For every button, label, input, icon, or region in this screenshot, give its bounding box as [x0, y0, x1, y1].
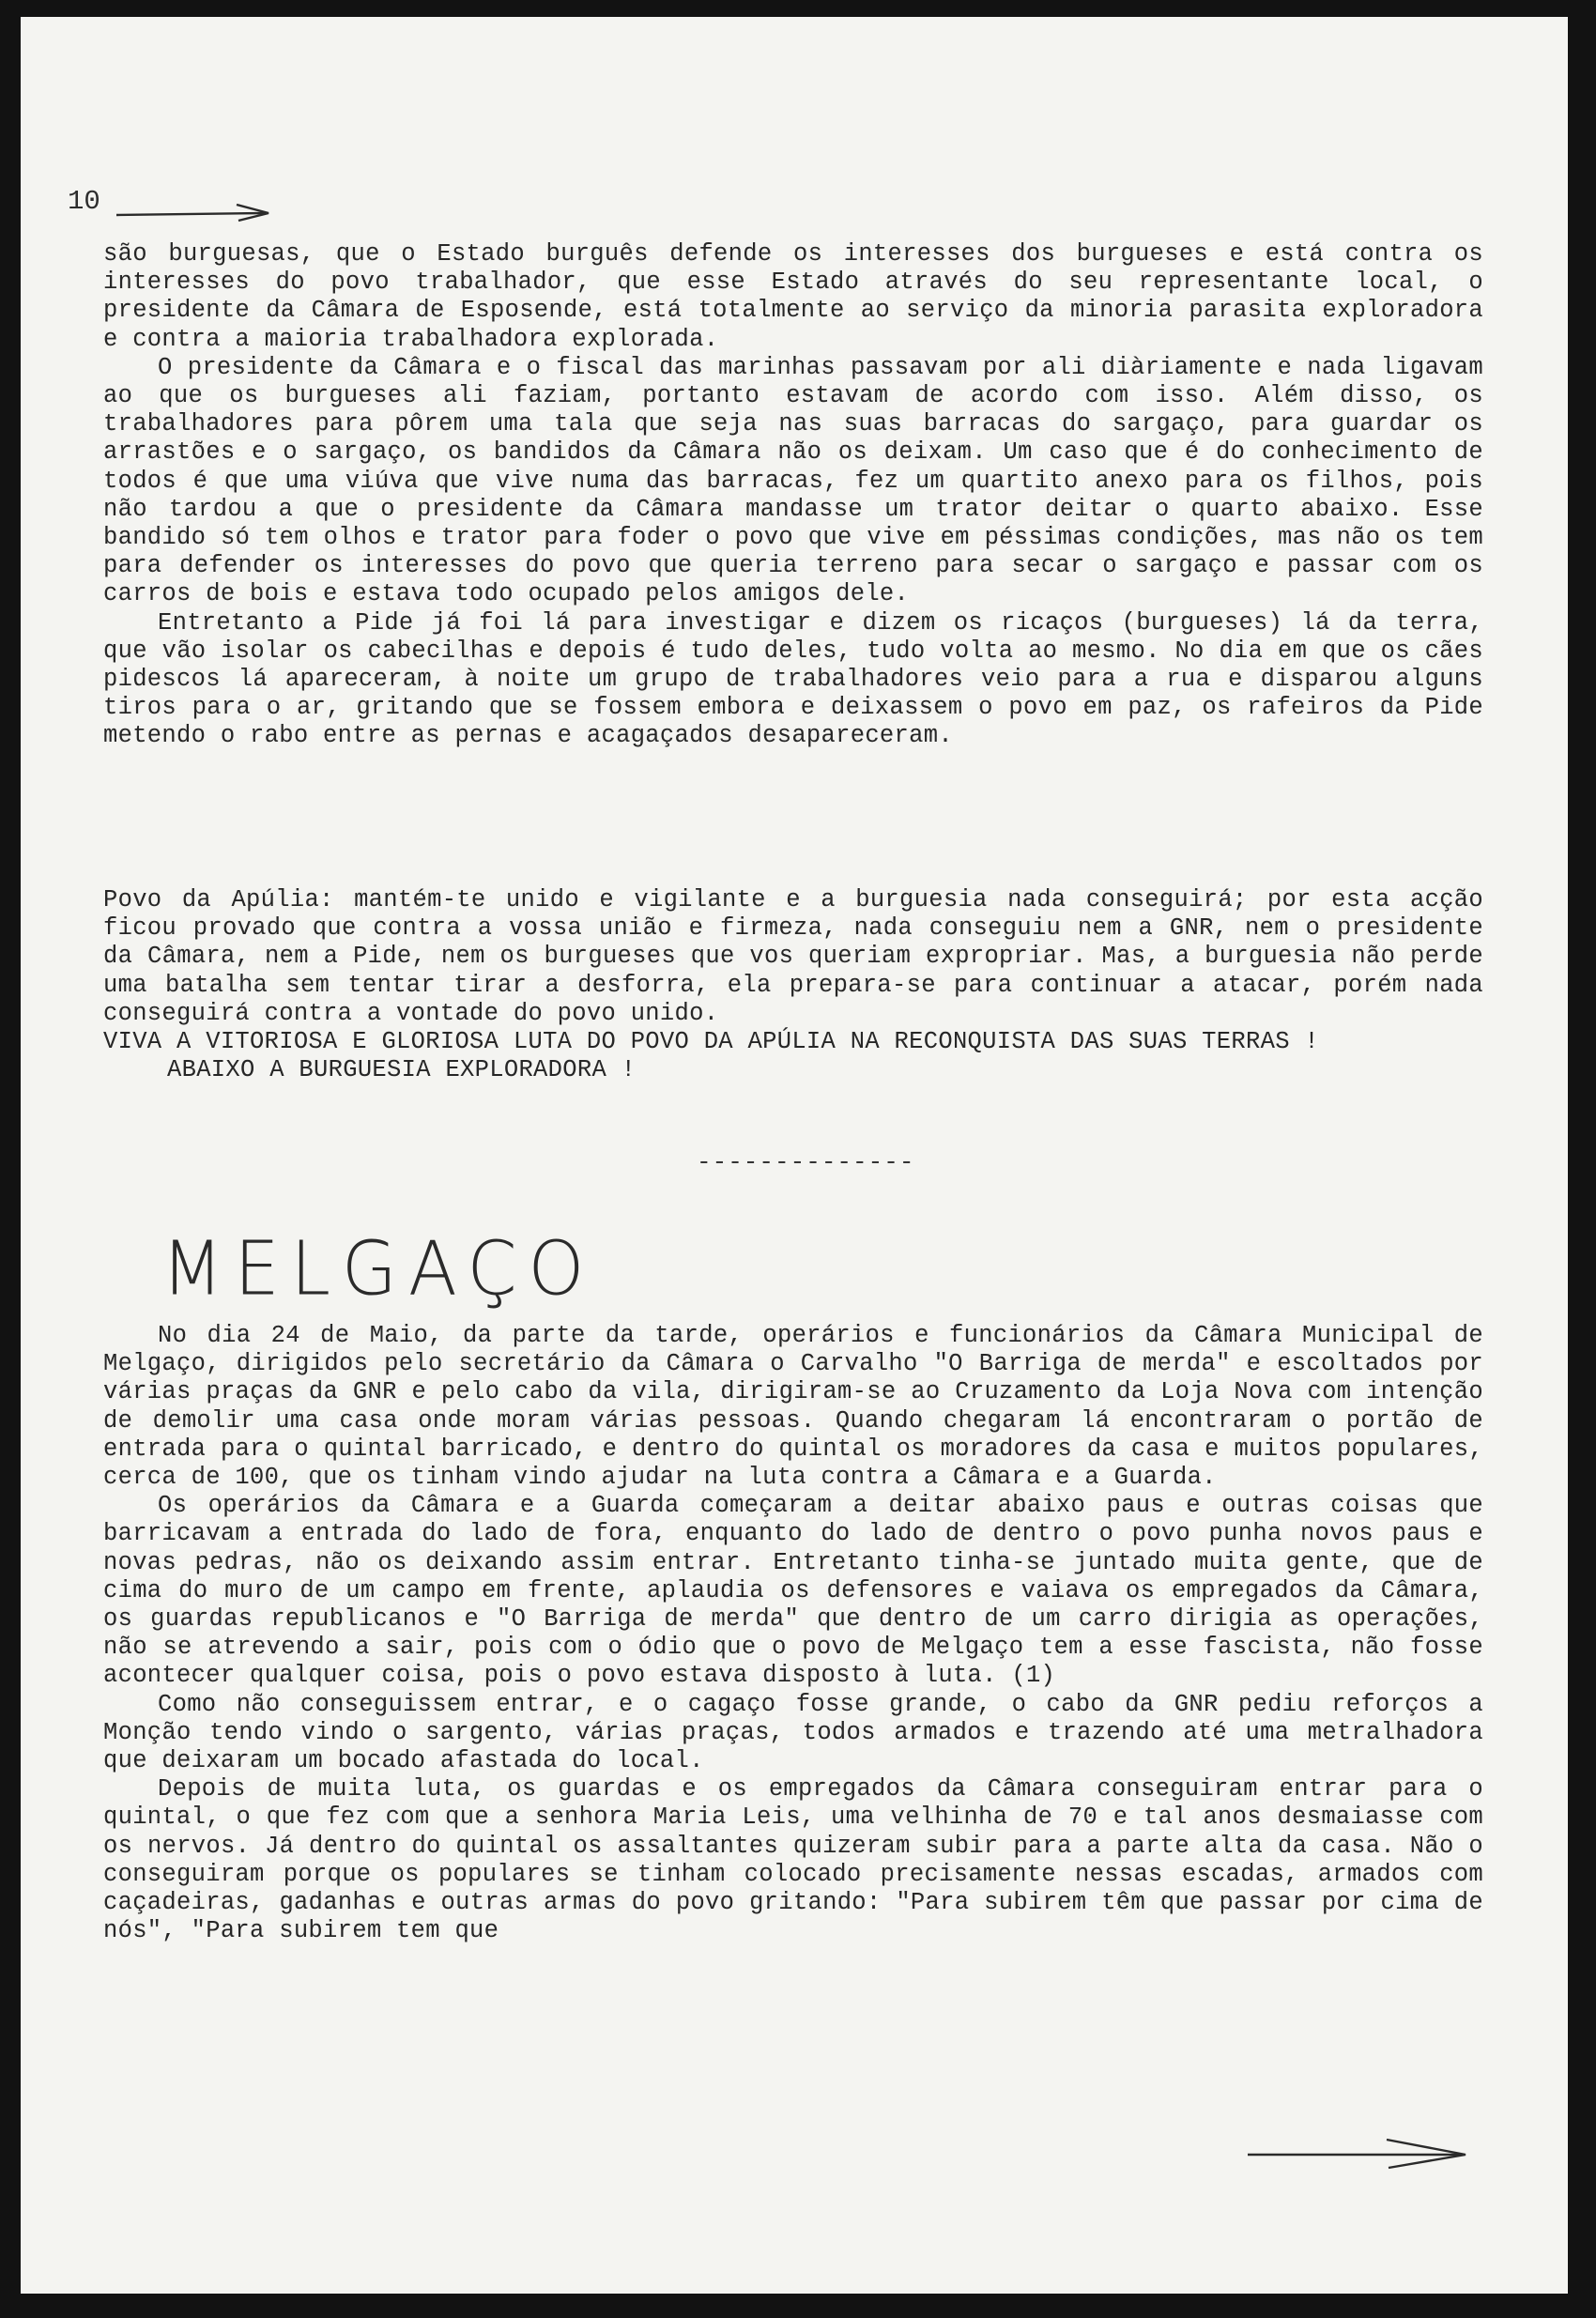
document-page: [21, 17, 1568, 2294]
paragraph: Depois de muita luta, os guardas e os empregados da Câmara conseguiram entrar para o quintal, o que fez com que a senhora Maria Leis, uma velhinha de 70 e tal anos desmaiasse com os nervos. Já dentro do quintal os assaltantes quizeram subir para a parte alta da casa. Não o conseguiram porque os populares se tinham colocado precisamente nessas escadas, armados com caçadeiras, gadanhas e outras armas do povo gritando: "Para subirem têm que passar por cima de nós", "Para subirem tem que: [103, 1775, 1498, 1945]
paragraph: No dia 24 de Maio, da parte da tarde, operários e funcionários da Câmara Municipal de Melgaço, dirigidos pelo secretário da Câmara o Carvalho "O Barriga de merda" e escoltados por várias praças da GNR e pelo cabo da vila, dirigiram-se ao Cruzamento da Loja Nova com intenção de demolir uma casa onde moram várias pessoas. Quando chegaram lá encontraram o portão de entrada para o quintal barricado, e dentro do quintal os moradores da casa e muitos populares, cerca de 100, que os tinham vindo ajudar na luta contra a Câmara e a Guarda.: [103, 1322, 1498, 1492]
apulia-article-closing: [103, 886, 1498, 1084]
melgaco-article-body: [103, 1322, 1498, 1945]
paragraph: são burguesas, que o Estado burguês defende os interesses dos burgueses e está contra os interesses do povo trabalhador, que esse Estado através do seu representante local, o presidente da Câmara de Esposende, está totalmente ao serviço da minoria parasita exploradora e contra a maioria trabalhadora explorada.: [103, 240, 1498, 353]
right-arrow-icon: [115, 201, 274, 223]
paragraph: Os operários da Câmara e a Guarda começaram a deitar abaixo paus e outras coisas que barricavam a entrada do lado de fora, enquanto do lado de dentro o povo punha novos paus e novas pedras, não os deixando assim entrar. Entretanto tinha-se juntado muita gente, que de cima do muro de um campo em frente, aplaudia os defensores e vaiava os empregados da Câmara, os guardas republicanos e "O Barriga de merda" que dentro de um carro dirigia as operações, não se atrevendo a sair, pois com o ódio que o povo de Melgaço tem a esse fascista, não fosse acontecer qualquer coisa, pois o povo estava disposto à luta. (1): [103, 1492, 1498, 1690]
right-arrow-icon: [1246, 2134, 1471, 2172]
paragraph: Entretanto a Pide já foi lá para investigar e dizem os ricaços (burgueses) lá da terra, que vão isolar os cabecilhas e depois é tudo deles, tudo volta ao mesmo. No dia em que os cães pidescos lá apareceram, à noite um grupo de trabalhadores veio para a rua e disparou alguns tiros para o ar, gritando que se fossem embora e deixassem o povo em paz, os rafeiros da Pide metendo o rabo entre as pernas e acagaçados desapareceram.: [103, 608, 1498, 750]
section-title: MELGAÇO: [161, 1223, 596, 1313]
section-separator: --------------: [697, 1148, 915, 1176]
apulia-article-body: [103, 240, 1498, 751]
page-number: 10: [68, 186, 100, 217]
paragraph: O presidente da Câmara e o fiscal das marinhas passavam por ali diàriamente e nada ligavam ao que os burgueses ali faziam, portanto estavam de acordo com isso. Além disso, os trabalhadores para pôrem uma tala que seja nas suas barracas do sargaço, para guardar os arrastões e o sargaço, os bandidos da Câmara não os deixam. Um caso que é do conhecimento de todos é que uma viúva que vive numa das barracas, fez um quartito anexo para os filhos, pois não tardou a que o presidente da Câmara mandasse um trator deitar o quarto abaixo. Esse bandido só tem olhos e trator para foder o povo que vive em péssimas condições, mas não os tem para defender os interesses do povo que queria terreno para secar o sargaço e passar com os carros de bois e estava todo ocupado pelos amigos dele.: [103, 353, 1498, 608]
slogan: VIVA A VITORIOSA E GLORIOSA LUTA DO POVO DA APÚLIA NA RECONQUISTA DAS SUAS TERRAS !: [103, 1028, 1320, 1056]
slogan: ABAIXO A BURGUESIA EXPLORADORA !: [167, 1056, 637, 1084]
paragraph: Como não conseguissem entrar, e o cagaço fosse grande, o cabo da GNR pediu reforços a Monção tendo vindo o sargento, várias praças, todos armados e trazendo até uma metralhadora que deixaram um bocado afastada do local.: [103, 1690, 1498, 1775]
closing-paragraph: Povo da Apúlia: mantém-te unido e vigilante e a burguesia nada conseguirá; por esta acção ficou provado que contra a vossa união e firmeza, nada conseguiu nem a GNR, nem o presidente da Câmara, nem a Pide, nem os burgueses que vos queriam expropriar. Mas, a burguesia não perde uma batalha sem tentar tirar a desforra, ela prepara-se para continuar a atacar, porém nada conseguirá contra a vontade do povo unido.: [103, 886, 1498, 1027]
